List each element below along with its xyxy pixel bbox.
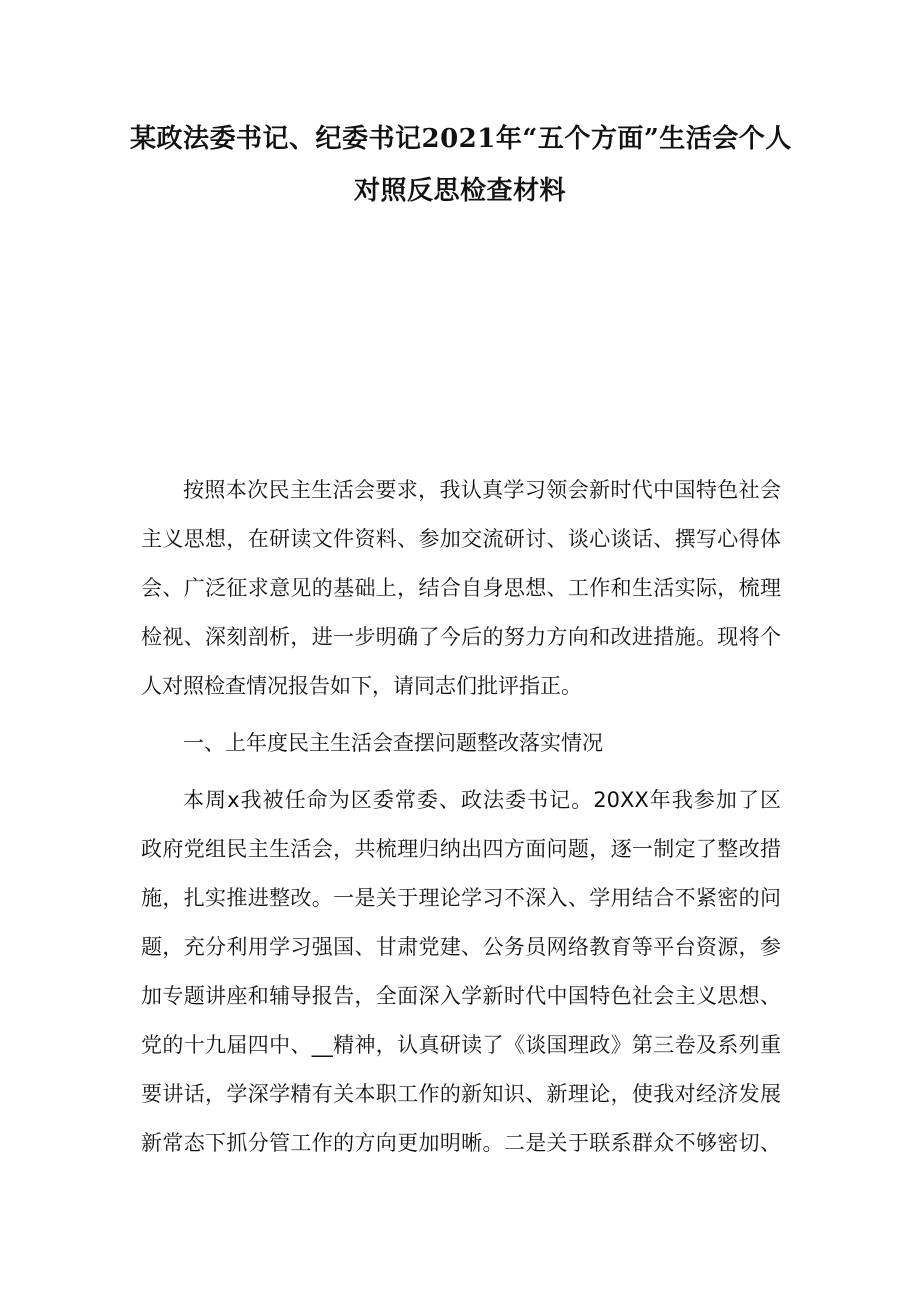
section-heading-text: 一、上年度民主生活会查摆问题整改落实情况 (183, 731, 603, 755)
paragraph-line: 加专题讲座和辅导报告，全面深入学新时代中国特色社会主义思想、 (141, 984, 781, 1008)
paragraph-line: 施，扎实推进整改。一是关于理论学习不深入、学用结合不紧密的问 (141, 886, 781, 910)
document-title-line-1: 某政法委书记、纪委书记2021年“五个方面”生活会个人 (130, 124, 792, 154)
paragraph-line: 主义思想，在研读文件资料、参加交流研讨、谈心谈话、撰写心得体 (141, 527, 781, 551)
paragraph-line: 新常态下抓分管工作的方向更加明晰。二是关于联系群众不够密切、 (141, 1131, 781, 1155)
paragraph-line: 题，充分利用学习强国、甘肃党建、公务员网络教育等平台资源，参 (141, 935, 781, 959)
paragraph-line: 要讲话，学深学精有关本职工作的新知识、新理论，使我对经济发展 (141, 1082, 781, 1106)
paragraph-line: 会、广泛征求意见的基础上，结合自身思想、工作和生活实际，梳理 (141, 576, 781, 600)
paragraph-line: 人对照检查情况报告如下，请同志们批评指正。 (141, 674, 582, 698)
paragraph-line: 按照本次民主生活会要求，我认真学习领会新时代中国特色社会 (183, 478, 781, 502)
paragraph-line: 检视、深刻剖析，进一步明确了今后的努力方向和改进措施。现将个 (141, 625, 781, 649)
paragraph-line: 本周x我被任命为区委常委、政法委书记。20XX年我参加了区 (183, 788, 781, 812)
document-title-line-2: 对照反思检查材料 (353, 176, 566, 206)
paragraph-line: 政府党组民主生活会，共梳理归纳出四方面问题，逐一制定了整改措 (141, 837, 781, 861)
paragraph-line: 党的十九届四中、__精神，认真研读了《谈国理政》第三卷及系列重 (141, 1033, 781, 1057)
